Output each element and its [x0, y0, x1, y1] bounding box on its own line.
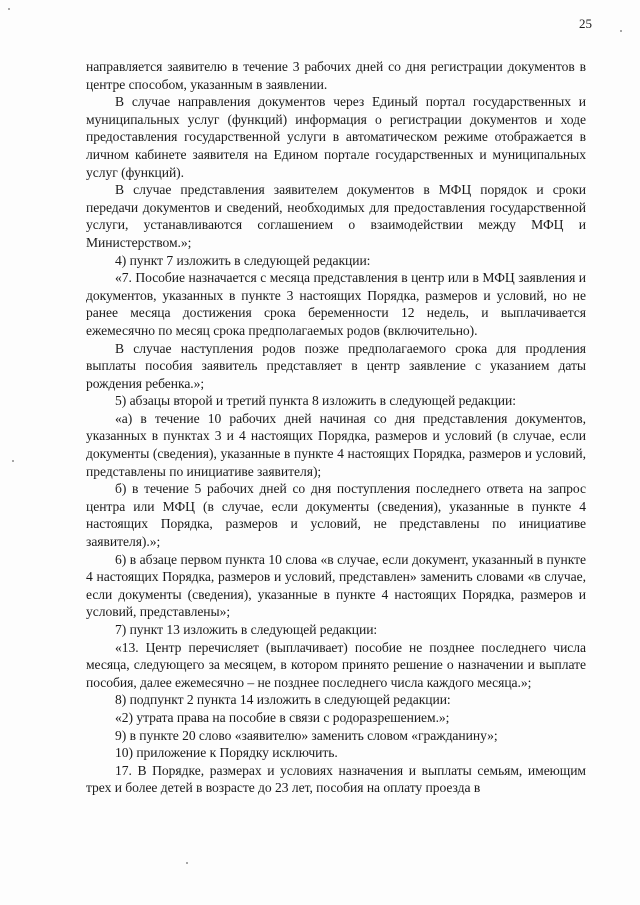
paragraph: «2) утрата права на пособие в связи с родоразрешением.»;: [115, 709, 450, 725]
scan-speck: [12, 460, 14, 462]
scan-speck: [620, 30, 622, 32]
scan-speck: [8, 8, 10, 10]
paragraph: 10) приложение к Порядку исключить.: [115, 745, 338, 761]
paragraph: 7) пункт 13 изложить в следующей редакции:: [115, 622, 378, 637]
paragraph: В случае наступления родов позже предполагаемого срока для продления выплаты пособия заявитель представляет в центр заявление с указанием даты рождения ребенка.»;: [86, 340, 586, 391]
paragraph: 8) подпункт 2 пункта 14 изложить в следующей редакции:: [115, 692, 451, 708]
paragraph: В случае направления документов через Единый портал государственных и муниципальных услуг (функций) информация о регистрации документов и ходе предоставления государственной услуги в автоматическом режиме отображается в личном кабинете заявителя на Едином портале государственных и муниципальных услуг (функций).: [86, 94, 586, 180]
paragraph: 6) в абзаце первом пункта 10 слова «в случае, если документ, указанный в пункте 4 настоящих Порядка, размеров и условий, представлен» заменить словами «в случае, если документы (сведения), указанные в пункте 4 настоящих Порядка, размеров и условий, представлены»;: [86, 551, 586, 620]
paragraph: В случае представления заявителем документов в МФЦ порядок и сроки передачи документов и сведений, необходимых для предоставления государственной услуги, устанавливаются соглашением о взаимодействии между МФЦ и Министерством.»;: [86, 182, 586, 250]
document-body: [86, 58, 586, 797]
paragraph: направляется заявителю в течение 3 рабочих дней со дня регистрации документов в центре способом, указанным в заявлении.: [86, 59, 586, 92]
paragraph: 9) в пункте 20 слово «заявителю» заменить словом «гражданину»;: [115, 727, 498, 743]
page-number: 25: [579, 16, 592, 31]
paragraph: «7. Пособие назначается с месяца представления в центр или в МФЦ заявления и документов, указанных в пункте 3 настоящих Порядка, размеров и условий, но не ранее месяца достижения срока беременности 12 недель, и выплачивается ежемесячно по месяц срока предполагаемых родов (включительно).: [86, 270, 586, 338]
paragraph: «а) в течение 10 рабочих дней начиная со дня представления документов, указанных в пунктах 3 и 4 настоящих Порядка, размеров и условий (в случае, если документы (сведения), указанные в пункте 4 настоящих Порядка, размеров и условий, представлены по инициативе заявителя);: [86, 410, 586, 479]
paragraph: «13. Центр перечисляет (выплачивает) пособие не позднее последнего числа месяца, следующего за месяцем, в котором принято решение о назначении и выплате пособия, далее ежемесячно – не позднее последнего числа каждого месяца.»;: [86, 639, 586, 690]
paragraph: 5) абзацы второй и третий пункта 8 изложить в следующей редакции:: [115, 393, 516, 409]
paragraph: 17. В Порядке, размерах и условиях назначения и выплаты семьям, имеющим трех и более детей в возрасте до 23 лет, пособия на оплату проезда в: [86, 762, 586, 796]
paragraph: 4) пункт 7 изложить в следующей редакции:: [115, 252, 371, 268]
paragraph: б) в течение 5 рабочих дней со дня поступления последнего ответа на запрос центра или МФЦ (в случае, если документы (сведения), указанные в пункте 4 настоящих Порядка, размеров и условий, не представлены по инициативе заявителя).»;: [86, 481, 586, 550]
scan-speck: [186, 862, 188, 864]
